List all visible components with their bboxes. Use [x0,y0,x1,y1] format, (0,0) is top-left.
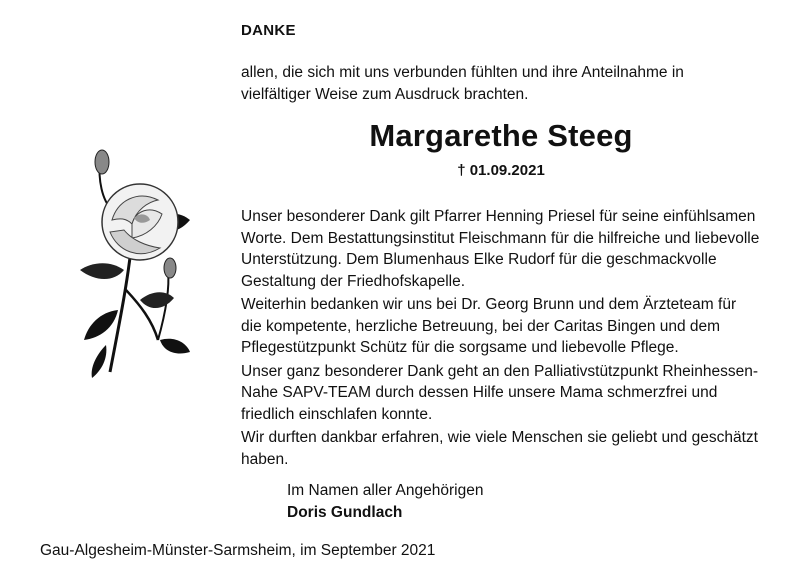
body-paragraph: Weiterhin bedanken wir uns bei Dr. Georg Brunn und dem Ärzteteam für die kompetente, herzliche Betreuung, bei der Caritas Bingen und dem Pflegestützpunkt Schütz für die sorgsame und liebevolle Pflege. [241,296,737,356]
signature-name: Doris Gundlach [287,504,403,521]
rose-illustration [40,140,220,380]
body-paragraph: Wir durften dankbar erfahren, wie viele Menschen sie geliebt und geschätzt haben. [241,429,758,468]
intro-text [241,62,761,106]
signature-line: Im Namen aller Angehörigen [287,482,484,499]
intro-line: vielfältiger Weise zum Ausdruck brachten. [241,86,529,103]
place-and-date: Gau-Algesheim-Münster-Sarmsheim, im September 2021 [40,542,436,559]
body-paragraph: Unser besonderer Dank gilt Pfarrer Henning Priesel für seine einfühlsamen Worte. Dem Bestattungsinstitut Fleischmann für die hilfreiche und liebevolle Unterstützung. Dem Blumenhaus Elke Rudorf für die geschmackvolle Gestaltung der Friedhofskapelle. [241,208,760,290]
deceased-name: Margarethe Steeg [369,118,633,153]
body-paragraph: Unser ganz besonderer Dank geht an den Palliativstützpunkt Rheinhessen-Nahe SAPV-TEAM durch dessen Hilfe unsere Mama schmerzfrei und friedlich einschlafen konnte. [241,362,758,423]
heading-danke: DANKE [241,22,296,39]
intro-line: allen, die sich mit uns verbunden fühlten und ihre Anteilnahme in [241,64,684,81]
body-text [241,206,761,472]
death-date: † 01.09.2021 [457,162,545,179]
signature-block [287,480,483,524]
